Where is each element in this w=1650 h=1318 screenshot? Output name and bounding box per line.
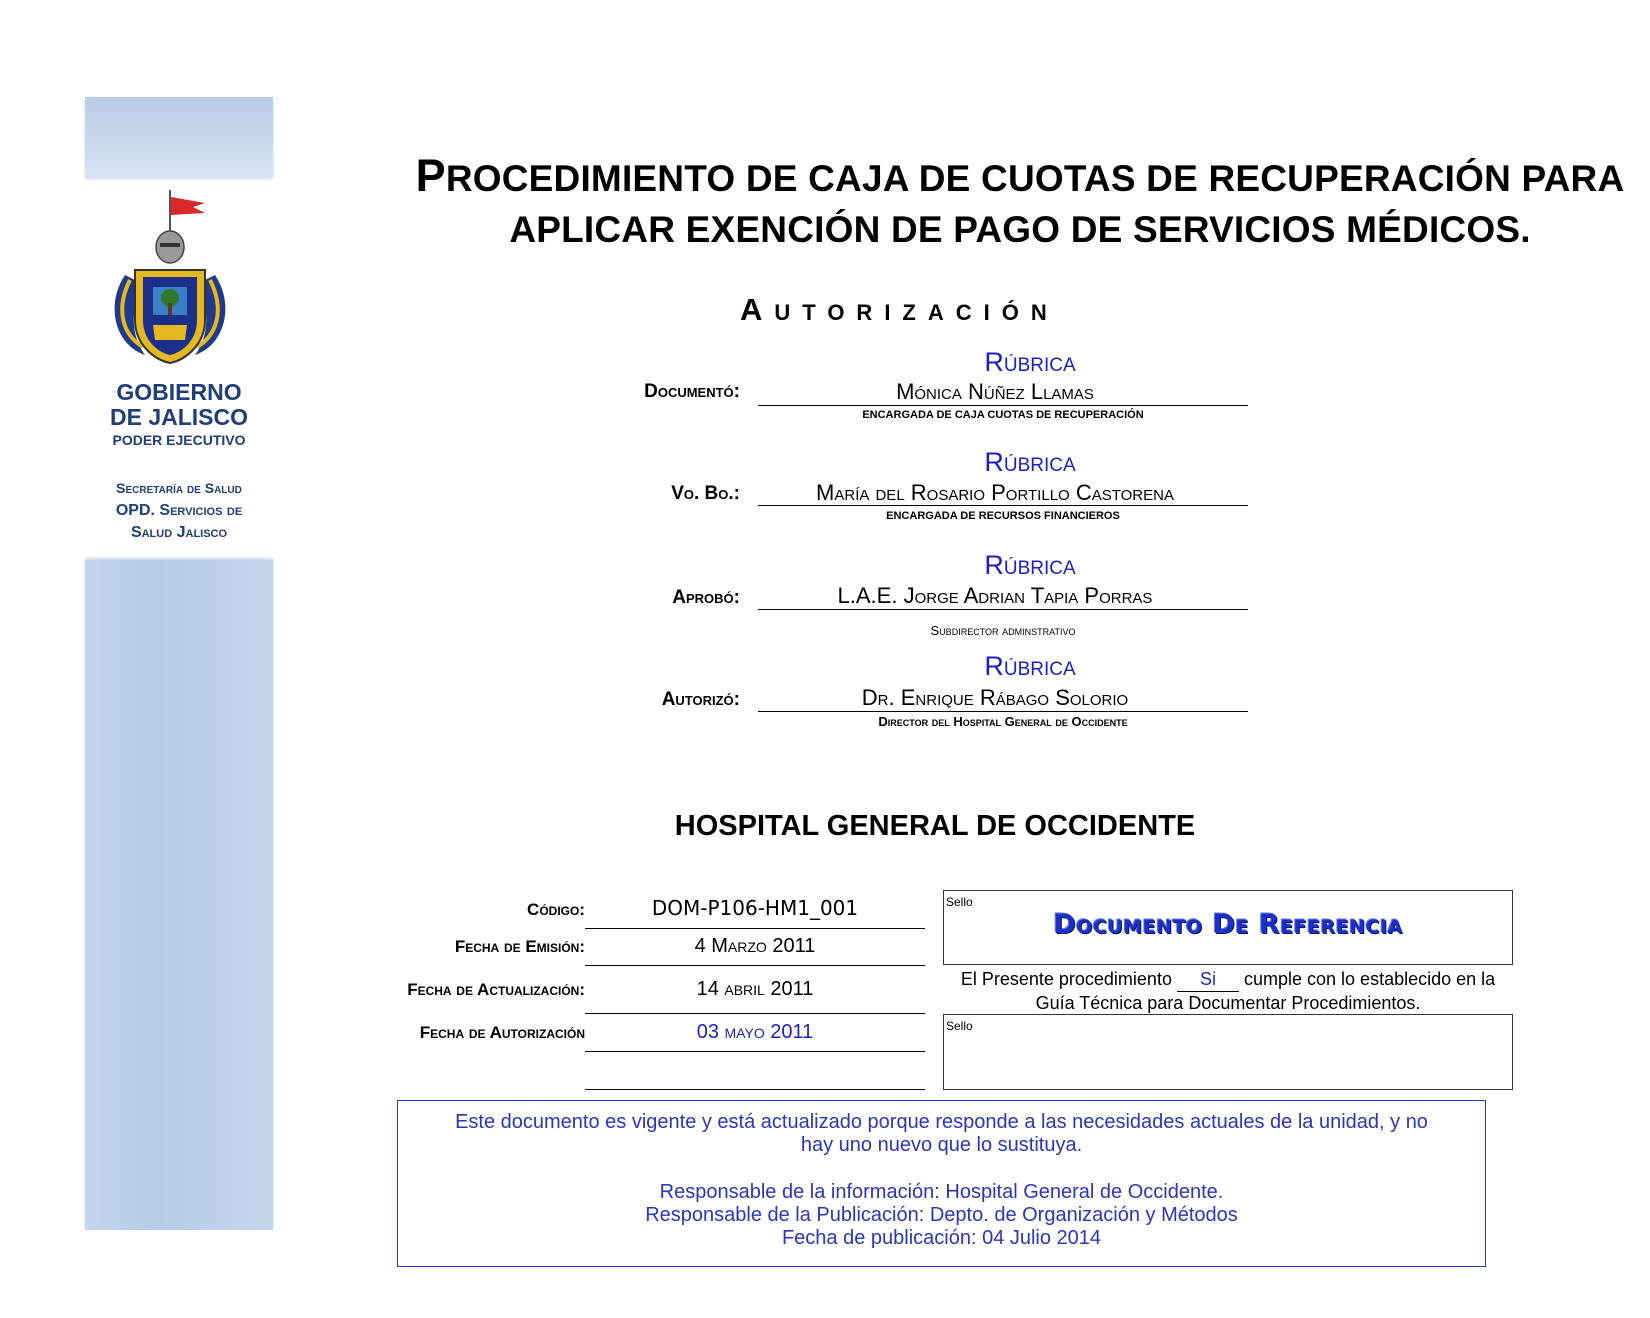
statement-pre: El Presente procedimiento [960, 969, 1172, 989]
emision-line [585, 965, 925, 966]
actualizacion-label: Fecha de Actualización: [407, 980, 585, 999]
signature-label-2: Vo. Bo.: [671, 483, 740, 504]
gov-line1: GOBIERNO [116, 379, 242, 405]
statement-post: cumple con lo establecido en la [1244, 969, 1496, 989]
statement-line2: Guía Técnica para Documentar Procedimientos. [1035, 993, 1421, 1013]
section-heading: Autorización [740, 292, 1059, 327]
title-line1: ROCEDIMIENTO DE CAJA DE CUOTAS DE RECUPERACIÓN PARA [445, 158, 1625, 199]
signature-role-4: Director del Hospital General de Occidente [878, 714, 1128, 729]
sec-line2: OPD. Servicios de [115, 502, 243, 519]
validity-line1: Este documento es vigente y está actualizado porque responde a las necesidades actuales de la unidad, y no [455, 1111, 1428, 1133]
signature-line-2 [758, 505, 1248, 506]
sec-line1: Secretaría de Salud [116, 480, 242, 496]
publication-date: Fecha de publicación: 04 Julio 2014 [781, 1227, 1102, 1249]
signature-line-4 [758, 711, 1248, 712]
codigo-value: DOM-P106-HM1_001 [651, 896, 859, 920]
signature-role-3: Subdirector adminstrativo [930, 623, 1076, 638]
autorizacion-label: Fecha de Autorización [419, 1023, 585, 1042]
autorizacion-line [585, 1051, 925, 1052]
signature-label-3: Aprobó: [672, 587, 740, 608]
signature-name-4: Dr. Enrique Rábago Solorio [861, 685, 1129, 710]
actualizacion-value: 14 abril 2011 [696, 978, 814, 1000]
signature-role-1: ENCARGADA DE CAJA CUOTAS DE RECUPERACIÓN [862, 409, 1144, 421]
sec-line3: Salud Jalisco [130, 524, 228, 541]
signature-line-1 [758, 405, 1248, 406]
document-title [380, 150, 1650, 255]
emision-label: Fecha de Emisión: [454, 937, 585, 956]
signature-rubrica-1: Rúbrica [984, 347, 1076, 377]
sidebar-top-panel [85, 97, 273, 177]
responsible-info: Responsable de la información: Hospital General de Occidente. [659, 1181, 1224, 1203]
autorizacion-value: 03 mayo 2011 [696, 1021, 814, 1043]
signature-rubrica-4: Rúbrica [984, 651, 1076, 681]
validity-notice [397, 1100, 1486, 1267]
validity-line2: hay uno nuevo que lo sustituya. [800, 1134, 1083, 1156]
title-line2: APLICAR EXENCIÓN DE PAGO DE SERVICIOS MÉDICOS. [509, 209, 1531, 250]
signature-rubrica-2: Rúbrica [984, 447, 1076, 477]
sidebar-bottom-panel [85, 560, 273, 1230]
hospital-heading: HOSPITAL GENERAL DE OCCIDENTE [674, 810, 1196, 842]
gov-line2: DE JALISCO [109, 404, 249, 430]
signature-line-3 [758, 609, 1248, 610]
emision-value: 4 Marzo 2011 [694, 935, 816, 957]
statement-answer: Si [1177, 968, 1239, 992]
jalisco-coat-of-arms [85, 185, 273, 555]
reference-stamp-box [943, 890, 1513, 965]
responsible-publication: Responsable de la Publicación: Depto. de Organización y Métodos [645, 1204, 1238, 1226]
blank-line [585, 1089, 925, 1090]
title-first-letter: P [415, 150, 446, 201]
stamp-label-1: Sello [946, 895, 973, 909]
stamp-label-2: Sello [946, 1019, 973, 1033]
signature-label-1: Documentó: [644, 381, 740, 402]
gov-line3: PODER EJECUTIVO [112, 432, 246, 448]
signature-rubrica-3: Rúbrica [984, 550, 1076, 580]
coat-of-arms-icon [85, 185, 273, 370]
compliance-statement [940, 968, 1516, 1015]
actualizacion-line [585, 1013, 925, 1014]
codigo-label: Código: [527, 900, 585, 919]
codigo-line [585, 928, 925, 929]
reference-title: Documento De Referencia [1053, 909, 1403, 940]
signature-name-3: L.A.E. Jorge Adrian Tapia Porras [837, 583, 1153, 608]
seal-box [943, 1014, 1513, 1090]
signature-name-2: María del Rosario Portillo Castorena [816, 480, 1174, 505]
signature-role-2: ENCARGADA DE RECURSOS FINANCIEROS [886, 510, 1120, 522]
signature-label-4: Autorizó: [661, 689, 740, 710]
signature-name-1: Mónica Núñez Llamas [896, 379, 1094, 404]
